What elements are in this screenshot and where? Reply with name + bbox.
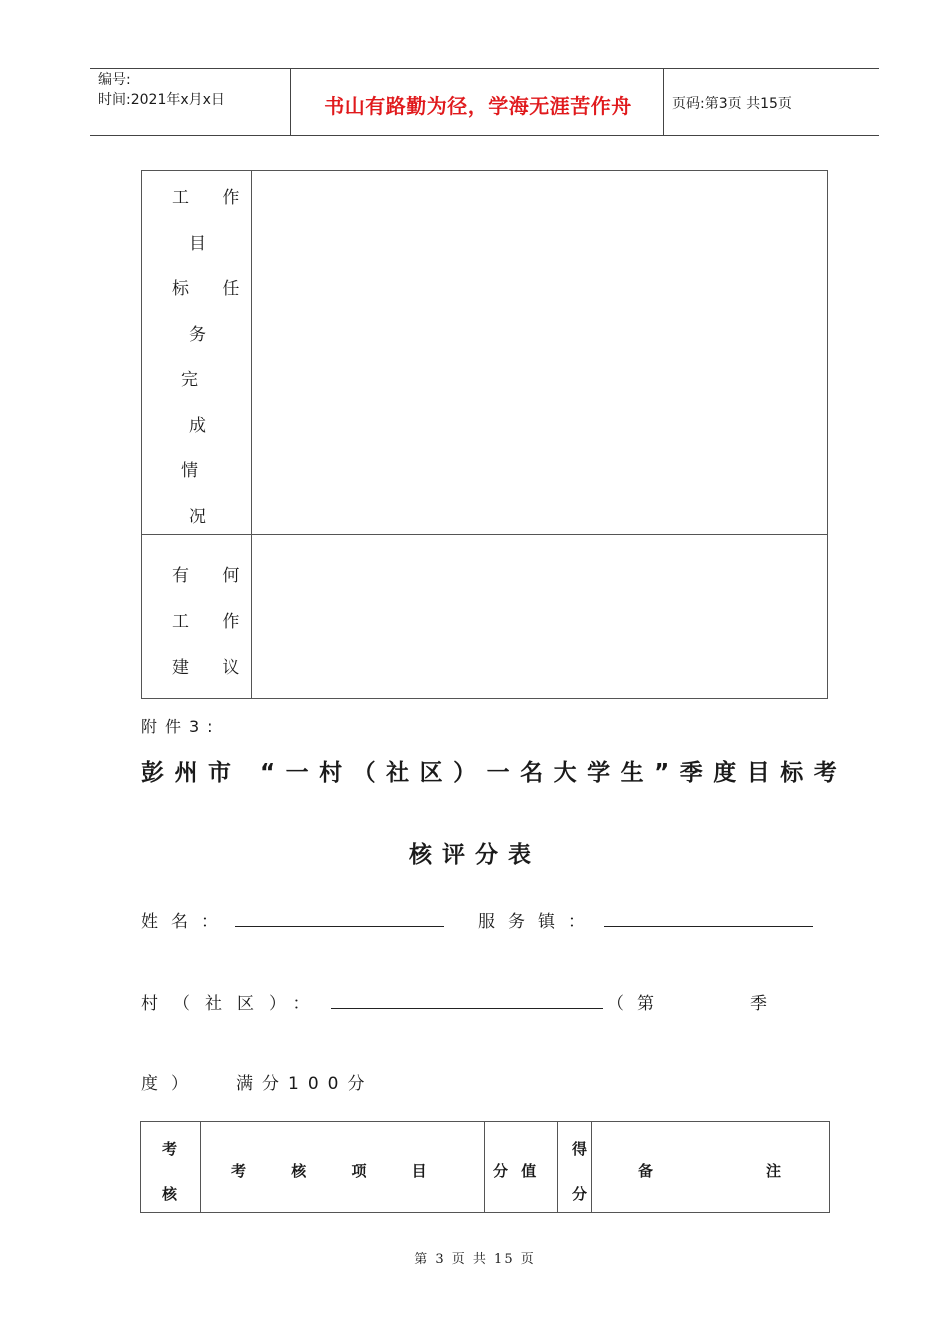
col-notes-right: 注 [766, 1162, 782, 1180]
score-table-bottom [140, 1212, 830, 1213]
full-score: 满分100分 [236, 1074, 374, 1094]
score-table-div-4 [591, 1121, 592, 1213]
col-notes-left: 备 [638, 1162, 654, 1180]
page-footer: 第 3 页 共 15 页 [414, 1252, 536, 1267]
header-bottom-rule [90, 135, 879, 136]
header-motto: 书山有路勤为径，学海无涯苦作舟 [324, 94, 632, 118]
title-line-2: 核评分表 [409, 842, 541, 868]
score-table-div-1 [200, 1121, 201, 1213]
title-line-1: 彭州市 “一村（社区）一名大学生”季度目标考 [141, 760, 848, 786]
time-label: 时间:2021年x月x日 [98, 92, 225, 108]
col-items: 考 核 项 目 [231, 1162, 427, 1180]
quarter-open: （第 [607, 994, 667, 1014]
row1-label-8: 况 [189, 507, 220, 527]
quarter-close: 度） [141, 1074, 201, 1094]
col-got-top: 得 [572, 1140, 588, 1158]
col-got-bottom: 分 [572, 1185, 588, 1203]
row1-label-2: 目 [189, 234, 220, 254]
row1-label-5: 完 [181, 370, 212, 390]
town-label: 服务镇： [478, 912, 598, 932]
upper-table-middle [141, 534, 828, 535]
row1-label-1: 工 作 [172, 188, 254, 208]
row1-label-6: 成 [189, 416, 220, 436]
score-table-right [829, 1121, 830, 1213]
page-info: 页码:第3页 共15页 [672, 96, 792, 112]
upper-table-top [141, 170, 828, 171]
village-label: 村（社区）： [141, 994, 325, 1014]
upper-table-bottom [141, 698, 828, 699]
score-table-top [140, 1121, 830, 1122]
upper-table-left [141, 170, 142, 699]
col-score-value: 分 值 [493, 1162, 537, 1180]
row1-label-3: 标 任 [172, 279, 254, 299]
work-completion-field[interactable] [253, 172, 826, 533]
score-table-div-2 [484, 1121, 485, 1213]
work-suggestion-field[interactable] [253, 536, 826, 697]
attachment-label: 附件3: [141, 717, 221, 736]
row2-label-3: 建 议 [172, 658, 254, 678]
town-input-line[interactable] [604, 926, 813, 927]
name-input-line[interactable] [235, 926, 444, 927]
quarter-word: 季 [750, 994, 780, 1014]
row1-label-7: 情 [181, 461, 212, 481]
serial-label: 编号: [98, 72, 131, 88]
score-table-div-3 [557, 1121, 558, 1213]
row2-label-2: 工 作 [172, 612, 254, 632]
header-divider-1 [290, 68, 291, 136]
row2-label-1: 有 何 [172, 566, 254, 586]
row1-label-4: 务 [189, 325, 220, 345]
header-top-rule [90, 68, 879, 69]
upper-table-right [827, 170, 828, 699]
col-kaohe-top: 考 [162, 1140, 178, 1158]
header-meta [98, 70, 225, 110]
score-table-left [140, 1121, 141, 1213]
col-kaohe-bottom: 核 [162, 1185, 178, 1203]
village-input-line[interactable] [331, 1008, 603, 1009]
name-label: 姓名： [141, 912, 231, 932]
